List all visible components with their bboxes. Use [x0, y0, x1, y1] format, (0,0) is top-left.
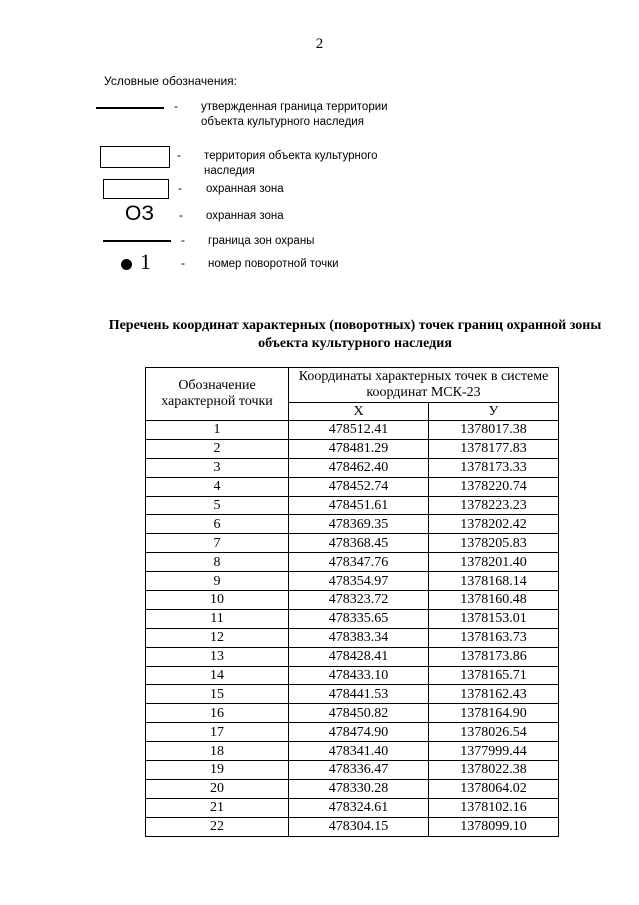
cell-y: 1377999.44 [429, 742, 559, 761]
table-row [146, 742, 559, 761]
rectangle-symbol [100, 146, 170, 168]
cell-y: 1378022.38 [429, 761, 559, 780]
cell-y: 1378205.83 [429, 534, 559, 553]
cell-point-number: 1 [146, 421, 289, 440]
cell-point-number: 13 [146, 647, 289, 666]
cell-point-number: 20 [146, 779, 289, 798]
header-x: X [289, 403, 429, 421]
cell-point-number: 2 [146, 439, 289, 458]
cell-x: 478330.28 [289, 779, 429, 798]
cell-x: 478336.47 [289, 761, 429, 780]
cell-y: 1378168.14 [429, 572, 559, 591]
table-row [146, 779, 559, 798]
cell-y: 1378201.40 [429, 553, 559, 572]
table-body [146, 421, 559, 837]
cell-x: 478341.40 [289, 742, 429, 761]
cell-y: 1378202.42 [429, 515, 559, 534]
cell-y: 1378173.86 [429, 647, 559, 666]
cell-y: 1378220.74 [429, 477, 559, 496]
cell-x: 478323.72 [289, 591, 429, 610]
table-row [146, 817, 559, 836]
point-number-symbol: 1 [140, 249, 151, 274]
oz-label-symbol: ОЗ [125, 202, 155, 225]
cell-x: 478474.90 [289, 723, 429, 742]
cell-point-number: 7 [146, 534, 289, 553]
cell-point-number: 11 [146, 609, 289, 628]
thick-line-symbol [96, 107, 164, 109]
cell-point-number: 16 [146, 704, 289, 723]
cell-x: 478451.61 [289, 496, 429, 515]
document-title: Перечень координат характерных (поворотных) точек границ охранной зоны объекта культурного наследия [108, 318, 602, 351]
table-row [146, 666, 559, 685]
cell-x: 478335.65 [289, 609, 429, 628]
cell-point-number: 15 [146, 685, 289, 704]
cell-point-number: 4 [146, 477, 289, 496]
cell-x: 478450.82 [289, 704, 429, 723]
header-point-designation: Обозначение характерной точки [146, 368, 289, 421]
cell-y: 1378223.23 [429, 496, 559, 515]
page-number: 2 [315, 36, 324, 52]
table-row [146, 798, 559, 817]
legend-text: граница зон охраны [208, 235, 315, 247]
cell-y: 1378160.48 [429, 591, 559, 610]
cell-x: 478433.10 [289, 666, 429, 685]
header-y: У [429, 403, 559, 421]
cell-y: 1378026.54 [429, 723, 559, 742]
legend-text: территория объекта культурного наследия [204, 150, 378, 177]
cell-y: 1378017.38 [429, 421, 559, 440]
cell-y: 1378162.43 [429, 685, 559, 704]
legend-dash: - [179, 208, 183, 222]
thick-line-symbol [103, 240, 171, 242]
legend-dash: - [181, 233, 185, 247]
legend-text: номер поворотной точки [208, 258, 339, 270]
cell-y: 1378064.02 [429, 779, 559, 798]
table-row [146, 628, 559, 647]
header-coordinates: Координаты характерных точек в системе координат МСК-23 [289, 368, 559, 403]
cell-point-number: 21 [146, 798, 289, 817]
cell-point-number: 12 [146, 628, 289, 647]
cell-x: 478304.15 [289, 817, 429, 836]
legend-text: охранная зона [206, 210, 284, 222]
legend-title: Условные обозначения: [104, 74, 237, 88]
table-row [146, 421, 559, 440]
table-row [146, 647, 559, 666]
cell-point-number: 19 [146, 761, 289, 780]
rectangle-symbol [103, 179, 169, 199]
cell-x: 478481.29 [289, 439, 429, 458]
cell-x: 478441.53 [289, 685, 429, 704]
cell-x: 478452.74 [289, 477, 429, 496]
cell-point-number: 10 [146, 591, 289, 610]
cell-y: 1378102.16 [429, 798, 559, 817]
table-row [146, 591, 559, 610]
point-dot-icon [121, 259, 132, 270]
cell-x: 478369.35 [289, 515, 429, 534]
legend-dash: - [178, 181, 182, 195]
cell-x: 478462.40 [289, 458, 429, 477]
cell-x: 478354.97 [289, 572, 429, 591]
cell-y: 1378164.90 [429, 704, 559, 723]
cell-point-number: 3 [146, 458, 289, 477]
cell-point-number: 8 [146, 553, 289, 572]
cell-point-number: 18 [146, 742, 289, 761]
legend-dash: - [181, 256, 185, 270]
cell-point-number: 14 [146, 666, 289, 685]
table-row [146, 439, 559, 458]
cell-y: 1378165.71 [429, 666, 559, 685]
cell-y: 1378177.83 [429, 439, 559, 458]
legend-dash: - [174, 99, 178, 113]
legend-text: охранная зона [206, 183, 284, 195]
legend-dash: - [177, 148, 181, 162]
cell-x: 478512.41 [289, 421, 429, 440]
cell-x: 478347.76 [289, 553, 429, 572]
cell-y: 1378099.10 [429, 817, 559, 836]
table-row [146, 496, 559, 515]
cell-y: 1378153.01 [429, 609, 559, 628]
table-row [146, 534, 559, 553]
cell-y: 1378163.73 [429, 628, 559, 647]
table-row [146, 458, 559, 477]
cell-point-number: 9 [146, 572, 289, 591]
table-row [146, 515, 559, 534]
table-row [146, 553, 559, 572]
cell-y: 1378173.33 [429, 458, 559, 477]
cell-x: 478368.45 [289, 534, 429, 553]
table-row [146, 572, 559, 591]
cell-point-number: 6 [146, 515, 289, 534]
table-row [146, 685, 559, 704]
cell-x: 478383.34 [289, 628, 429, 647]
legend-text: утвержденная граница территории объекта культурного наследия [201, 101, 388, 128]
cell-point-number: 17 [146, 723, 289, 742]
table-row [146, 761, 559, 780]
table-row [146, 704, 559, 723]
cell-x: 478324.61 [289, 798, 429, 817]
cell-x: 478428.41 [289, 647, 429, 666]
table-row [146, 477, 559, 496]
table-row [146, 723, 559, 742]
table-row [146, 609, 559, 628]
cell-point-number: 22 [146, 817, 289, 836]
coordinates-table [145, 367, 559, 837]
cell-point-number: 5 [146, 496, 289, 515]
